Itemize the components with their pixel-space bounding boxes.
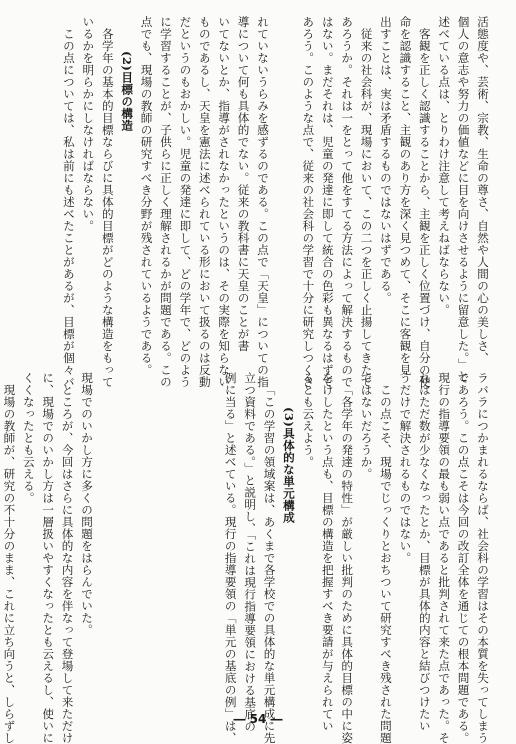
text-line: はない。まだそれは、児童の発達に即して統合の色彩も異なるはずで — [320, 16, 335, 388]
text-line: れていないうらみを感ずるのである。この点で「天皇」についての指 — [256, 16, 270, 388]
text-line: くくなったとも云える。 — [21, 372, 36, 504]
text-line: 現行の指導要領の最も弱い点であると批判されて来た点であった。そ — [437, 372, 452, 744]
text-line: 命を認識すること、主観のあり方を深く見つめて、そこに客観を見 — [398, 16, 413, 376]
text-line: に、現場でのいかし方は一層扱いやすくなったとも云えるし、使いに — [41, 372, 56, 744]
text-line: ところが、今回はさらに具体的な内容を伴なって登場して来ただけ — [60, 383, 75, 744]
text-line: 各学年の基本的目標ならびに具体的目標がどのような構造をもって — [100, 27, 115, 388]
text-line: いてないとか、指導がされなかったというのは、その実際を知らない — [217, 16, 232, 388]
text-line: 「この学習の領域案は、あくまで各学校での具体的な単元構成に先 — [262, 383, 277, 744]
text-line: るとも云えよう。 — [301, 372, 316, 468]
text-line: 述べている点は、とりわけ注意して考えねばならない。 — [437, 16, 452, 316]
section-heading-2: (2)目標の構造 — [120, 50, 135, 132]
text-line: に学習することが、子供らに正しく理解されるかが問題である。この — [158, 16, 173, 388]
text-line: 「各学年の発達の特性」が厳しい批判のために具体的目標の中に姿 — [340, 383, 355, 744]
text-line: 個人の意志や努力の価値などに目を向けさせるように留意した。」と — [456, 16, 471, 383]
text-line: であろう。この点こそは今回の改訂全体を通じての根本問題である。 — [456, 372, 471, 744]
text-line: あろう。このような点で、従来の社会科の学習で十分に研究しつくさ — [301, 16, 316, 388]
upper-right-column — [280, 16, 492, 388]
text-line: 客観を正しく認識することから、主観を正しく位置づけ、自分の使 — [417, 27, 432, 388]
text-line: 例に当る」と述べている。現行の指導要領の「単元の基底の例」は、 — [223, 372, 238, 744]
text-line: だというのもおかしい。児童の発達に即して、どの学年で、どのよう — [178, 16, 193, 388]
text-line: この点については、私は前にも述べたことがあるが、目標が個々バ — [61, 27, 76, 388]
text-line: 現場の教師が、研究の不十分のまま、これに立ち向うと、しらずし — [2, 383, 17, 744]
upper-left-column — [40, 16, 272, 388]
text-line: 現場でのいかし方に多くの問題をはらんでいた。 — [80, 372, 94, 636]
text-line: ラバラにつかまれるならば、社会科の学習はその本質を失ってしまう — [476, 372, 490, 744]
text-line: うだけで解決されるものではない。 — [398, 372, 413, 564]
text-line: 点でも、現場の教師の研究すべき分野が残されているようである。 — [139, 16, 154, 376]
text-line: をけしたという点も、目標の構造を把握すべき要請が与えられてい — [320, 372, 335, 732]
lower-left-column — [2, 372, 96, 744]
text-line: この点こそ、現場でじっくりとおちついて研究すべき残された問題 — [378, 383, 393, 744]
text-line: 立つ資料である。」と説明し、「これは現行指導要領における基底の — [243, 372, 258, 733]
page-number: ― 54 ― — [233, 712, 283, 726]
text-line: いるかを明らかにしなければならない。 — [81, 16, 96, 232]
text-line: 従来の社会科が、現場において、この二つを正しく止揚してきたで — [359, 27, 374, 388]
text-line: 導について何も具体的でない。従来の教科書に天皇のことが書 — [236, 16, 251, 352]
text-line: あろうか。それは一をとって他をすてる方法によって解決するもので — [340, 16, 355, 388]
text-line: 活態度や、芸術、宗教、生命の尊さ、自然や人間の心の美しさ、 — [476, 16, 490, 364]
section-heading-3: (3)具体的な単元構成 — [281, 406, 296, 524]
text-line: 出すことは、実は矛盾するものではないはずである。 — [378, 16, 393, 304]
text-line: れはただ数が少なくなったとか、目標が具体的内容と結びつけたい — [417, 372, 432, 732]
text-line: ものであるし、天皇を憲法に述べられている形において扱るのは反動 — [197, 16, 212, 388]
text-line: ではないだろうか。 — [359, 372, 374, 480]
